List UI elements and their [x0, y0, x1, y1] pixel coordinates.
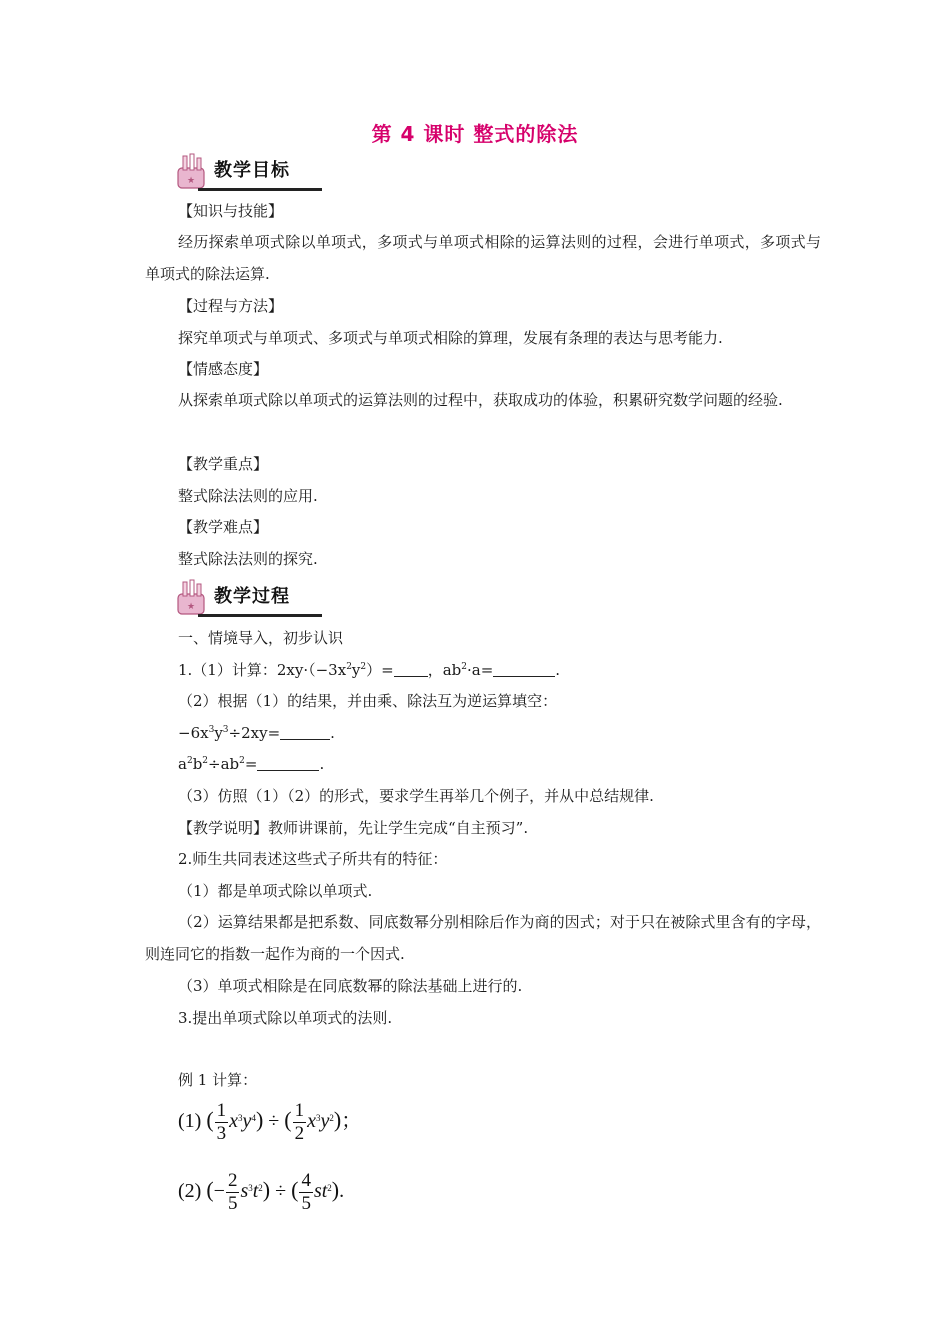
point-2-3: （3）单项式相除是在同底数幂的除法基础上进行的. [178, 977, 523, 995]
divide-sign: ÷ [268, 1110, 280, 1133]
variable: y [320, 1110, 330, 1133]
variable: t [321, 1180, 328, 1203]
punctuation: ； [341, 1110, 362, 1133]
text-difficulty: 整式除法法则的探究. [178, 550, 318, 568]
paren: ( [206, 1107, 214, 1133]
numerator: 2 [227, 1170, 238, 1191]
exponent: 2 [202, 756, 209, 766]
answer-blank[interactable] [280, 725, 330, 740]
denominator: 5 [301, 1193, 311, 1214]
exponent: 2 [239, 756, 245, 766]
punctuation: . [339, 1180, 345, 1203]
question-2b [178, 754, 324, 774]
point-2-2: （2）运算结果都是把系数、同底数幂分别相除后作为商的因式；对于只在被除式里含有的字母，则连同它的指数一起作为商的一个因式. [145, 913, 821, 963]
exponent: 2 [360, 662, 367, 672]
exponent: 2 [461, 662, 467, 672]
heading-method: 【过程与方法】 [178, 297, 284, 315]
numerator: 4 [301, 1170, 311, 1191]
variable: x [307, 1110, 316, 1133]
variable: t [252, 1180, 259, 1203]
q1-text: ，ab [427, 661, 462, 679]
example-title: 例 1 计算： [178, 1071, 258, 1089]
fraction [226, 1170, 240, 1215]
paren: ) [262, 1177, 271, 1203]
answer-blank[interactable] [394, 662, 428, 677]
variable: s [240, 1180, 249, 1203]
exponent: 4 [251, 1113, 256, 1124]
formula-label: (2) [178, 1180, 202, 1203]
denominator: 5 [227, 1193, 238, 1214]
fraction [215, 1100, 229, 1145]
paren: ) [333, 1107, 342, 1133]
fraction [299, 1170, 313, 1215]
question-1 [178, 660, 560, 680]
badge-label: 教学过程 [214, 586, 290, 607]
q2b-text: = [244, 755, 258, 773]
heading-knowledge: 【知识与技能】 [178, 202, 284, 220]
exponent: 3 [248, 1183, 253, 1194]
text-method: 探究单项式与单项式、多项式与单项式相除的算理，发展有条理的表达与思考能力. [178, 329, 723, 347]
svg-text:★: ★ [186, 602, 196, 612]
point-2: 2.师生共同表述这些式子所共有的特征： [178, 850, 448, 868]
svg-text:★: ★ [186, 176, 196, 186]
minus-sign: − [213, 1180, 225, 1203]
q1-text: 1.（1）计算：2xy·（−3x [178, 661, 347, 679]
exponent: 2 [186, 756, 193, 766]
point-3: 3.提出单项式除以单项式的法则. [178, 1009, 393, 1027]
section-badge-goals [172, 152, 324, 192]
example-1-formula [178, 1100, 361, 1145]
denominator: 3 [216, 1123, 227, 1144]
text-key-point: 整式除法法则的应用. [178, 487, 318, 505]
formula-label: (1) [178, 1110, 202, 1133]
section-badge-process [172, 578, 324, 618]
q1-text: . [555, 661, 561, 679]
q2a-text: ÷2xy= [228, 724, 281, 742]
question-2: （2）根据（1）的结果，并由乘、除法互为逆运算填空： [178, 692, 558, 710]
paren: ( [206, 1177, 214, 1203]
heading-key-point: 【教学重点】 [178, 455, 269, 473]
question-3: （3）仿照（1）（2）的形式，要求学生再举几个例子，并从中总结规律. [178, 787, 654, 805]
q2b-text: . [319, 755, 325, 773]
exponent: 2 [346, 662, 352, 672]
paren: ( [284, 1107, 292, 1133]
heading-attitude: 【情感态度】 [178, 360, 269, 378]
section-intro: 一、情境导入，初步认识 [178, 629, 344, 647]
q1-text: ·a= [467, 661, 494, 679]
answer-blank[interactable] [257, 756, 319, 771]
example-2-formula [178, 1170, 344, 1215]
badge-label: 教学目标 [214, 160, 290, 181]
denominator: 2 [294, 1123, 305, 1144]
exponent: 2 [329, 1113, 334, 1124]
q2b-text: ÷ab [208, 755, 240, 773]
q2b-text: b [192, 755, 203, 773]
paren: ) [255, 1107, 264, 1133]
numerator: 1 [216, 1100, 227, 1121]
point-2-1: （1）都是单项式除以单项式. [178, 882, 373, 900]
paren: ( [291, 1177, 299, 1203]
q2a-text: . [330, 724, 335, 742]
numerator: 1 [294, 1100, 305, 1121]
question-2a [178, 723, 335, 743]
q2a-text: −6x [178, 724, 209, 742]
exponent: 2 [327, 1183, 332, 1194]
page-title: 第 4 课时 整式的除法 [371, 122, 579, 146]
variable: y [242, 1110, 252, 1133]
exponent: 2 [258, 1183, 263, 1194]
exponent: 3 [208, 725, 215, 735]
exponent: 3 [238, 1113, 243, 1124]
q1-text: ）= [366, 661, 394, 679]
text-knowledge: 经历探索单项式除以单项式，多项式与单项式相除的运算法则的过程，会进行单项式，多项式与单项式的除法运算. [145, 233, 821, 283]
divide-sign: ÷ [275, 1180, 287, 1203]
fraction [293, 1100, 307, 1145]
exponent: 3 [222, 725, 229, 735]
q2a-text: y [214, 724, 223, 742]
answer-blank[interactable] [493, 662, 555, 677]
variable: s [313, 1180, 322, 1203]
paren: ) [331, 1177, 340, 1203]
teaching-note: 【教学说明】教师讲课前，先让学生完成“自主预习”. [178, 819, 529, 837]
q2b-text: a [178, 755, 187, 773]
heading-difficulty: 【教学难点】 [178, 518, 269, 536]
exponent: 3 [315, 1113, 321, 1124]
variable: x [229, 1110, 239, 1133]
text-attitude: 从探索单项式除以单项式的运算法则的过程中，获取成功的体验，积累研究数学问题的经验. [178, 391, 783, 409]
q1-text: y [351, 661, 361, 679]
